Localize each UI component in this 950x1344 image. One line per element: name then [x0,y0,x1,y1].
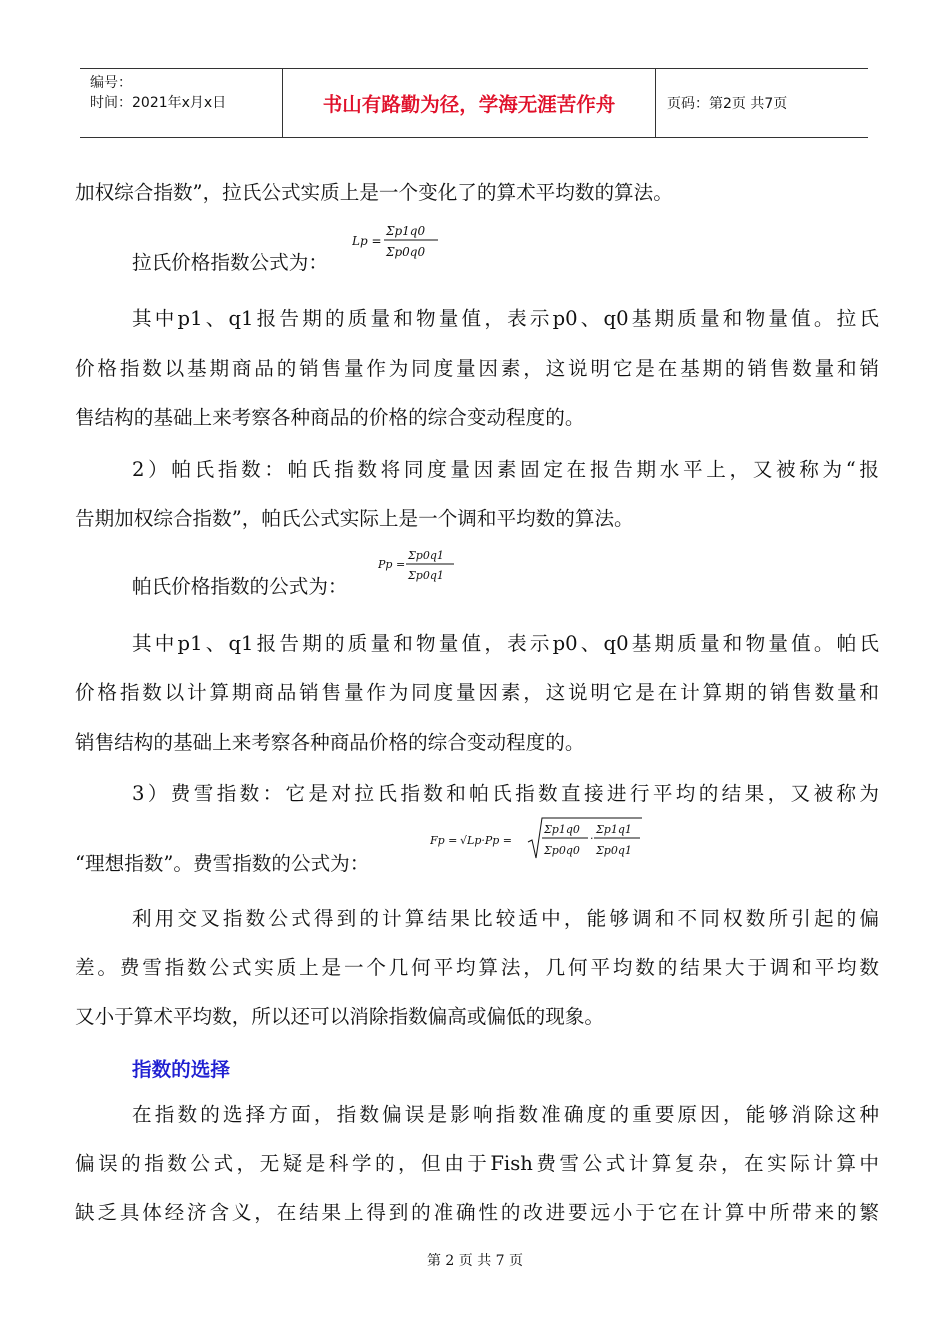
paragraph-line: 3）费雪指数：它是对拉氏指数和帕氏指数直接进行平均的结果，又被称为 [132,782,879,805]
multiply-dot: · [590,832,594,845]
page-footer: 第 2 页 共 7 页 [426,1253,524,1269]
fisher-root-term: √Lp·Pp = [460,834,513,847]
laspeyres-lhs: Lp = [352,234,382,248]
laspeyres-denominator: Σp0q0 [386,245,426,259]
fisher-denominator-2: Σp0q1 [596,844,632,857]
paragraph-line: 利用交叉指数公式得到的计算结果比较适中，能够调和不同权数所引起的偏 [132,907,879,930]
page-header [80,68,868,138]
paragraph-line: 其中p1、q1报告期的质量和物量值，表示p0、q0基期质量和物量值。拉氏 [132,307,879,330]
paragraph-line: 告期加权综合指数”，帕氏公式实际上是一个调和平均数的算法。 [75,507,634,530]
paragraph-line: 销售结构的基础上来考察各种商品价格的综合变动程度的。 [75,731,585,754]
header-meta [80,69,282,137]
laspeyres-numerator: Σp1q0 [386,224,426,238]
laspeyres-formula-label: 拉氏价格指数公式为： [132,251,328,274]
header-motto: 书山有路勤为径，学海无涯苦作舟 [282,69,656,137]
paasche-formula [378,544,468,592]
paasche-lhs: Pp = [378,558,406,571]
paragraph-line: 缺乏具体经济含义，在结果上得到的准确性的改进要远小于它在计算中所带来的繁 [75,1201,879,1224]
paragraph-line: 在指数的选择方面，指数偏误是影响指数准确度的重要原因，能够消除这种 [132,1103,879,1126]
paragraph-line: 加权综合指数”，拉氏公式实质上是一个变化了的算术平均数的算法。 [75,181,673,204]
header-page-label: 页码：第2页 共7页 [667,96,788,112]
paragraph-line: 差。费雪指数公式实质上是一个几何平均算法，几何平均数的结果大于调和平均数 [75,956,879,979]
paasche-numerator: Σp0q1 [408,549,444,562]
fisher-formula-label: “理想指数”。费雪指数的公式为： [75,852,370,875]
fisher-denominator-1: Σp0q0 [544,844,580,857]
paragraph-line: 又小于算术平均数，所以还可以消除指数偏高或偏低的现象。 [75,1005,605,1028]
fisher-formula [430,814,660,866]
paragraph-line: 2）帕氏指数：帕氏指数将同度量因素固定在报告期水平上，又被称为“报 [132,458,879,481]
document-time-label: 时间：2021年x月x日 [90,95,227,111]
paragraph-line: 其中p1、q1报告期的质量和物量值，表示p0、q0基期质量和物量值。帕氏 [132,632,879,655]
paragraph-line: 售结构的基础上来考察各种商品的价格的综合变动程度的。 [75,406,585,429]
paragraph-line: 价格指数以基期商品的销售量作为同度量因素，这说明它是在基期的销售数量和销 [75,357,879,380]
fisher-numerator-2: Σp1q1 [596,823,632,836]
paasche-formula-label: 帕氏价格指数的公式为： [132,575,348,598]
paragraph-line: 偏误的指数公式，无疑是科学的，但由于Fish费雪公式计算复杂，在实际计算中 [75,1152,879,1175]
paasche-denominator: Σp0q1 [408,569,444,582]
section-heading: 指数的选择 [132,1058,230,1081]
fisher-numerator-1: Σp1q0 [544,823,580,836]
document-number-label: 编号： [90,75,132,91]
fisher-lhs: Fp = [430,834,458,847]
laspeyres-formula [352,218,452,268]
paragraph-line: 价格指数以计算期商品销售量作为同度量因素，这说明它是在计算期的销售数量和 [75,681,879,704]
